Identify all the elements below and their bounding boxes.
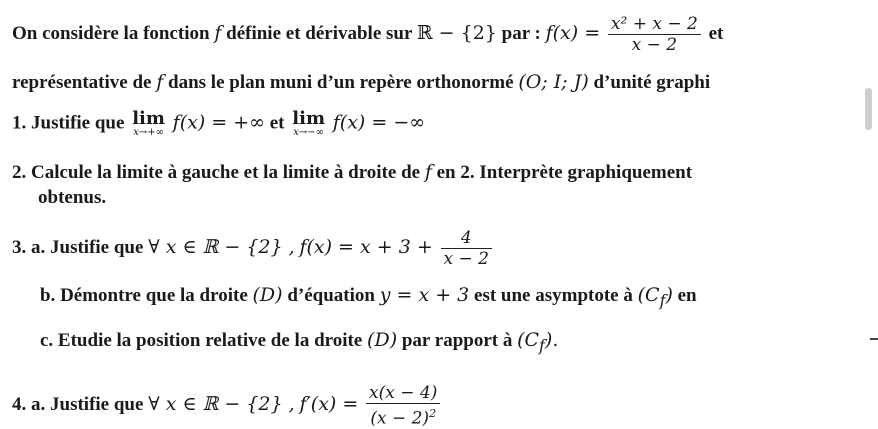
q2-text-b: en 2. Interprète graphiquement xyxy=(436,162,693,183)
function-name-2: f xyxy=(156,71,164,93)
q3b-tail: en xyxy=(677,285,697,306)
limit-minus-infinity: lim x→−∞ xyxy=(292,108,325,138)
q2-text-2: obtenus. xyxy=(38,187,107,208)
intro-line2-text3: d’unité graphi xyxy=(593,72,711,93)
q4a-text: 4. a. Justifie que xyxy=(12,394,144,416)
q3a-fraction xyxy=(441,228,492,269)
q3c-droite: (D) xyxy=(367,329,398,351)
intro-line-1 xyxy=(12,14,723,55)
domain-set: ℝ − {2} xyxy=(416,21,497,44)
q3c-text: c. Etudie la position relative de la droite xyxy=(40,330,363,351)
intro-text-2: définie et dérivable sur xyxy=(226,22,413,44)
q4a-denominator: $(x - 2)^2$ xyxy=(366,403,440,429)
question-2-cont xyxy=(38,186,106,210)
intro-tail: et xyxy=(708,22,724,44)
question-3c xyxy=(40,328,558,358)
limit-plus-infinity: lim x→+∞ xyxy=(132,108,165,138)
function-name: f xyxy=(214,21,222,44)
q3a-text: 3. a. Justifie que xyxy=(12,236,144,258)
intro-par: par : xyxy=(501,22,541,44)
question-4a xyxy=(12,383,443,429)
q3a-condition: ∀ x ∈ ℝ − {2} , xyxy=(148,235,295,258)
limit-sub-minus: x→−∞ xyxy=(293,127,324,138)
q2-text: 2. Calcule la limite à gauche et la limite à droite de xyxy=(12,162,421,183)
q3b-droite: (D) xyxy=(252,284,283,306)
q4a-condition: ∀ x ∈ ℝ − {2} , xyxy=(148,393,295,416)
q1-expr-2: f(x) = −∞ xyxy=(332,111,426,134)
q1-expr-1: f(x) = +∞ xyxy=(172,111,265,134)
edge-dash xyxy=(870,338,878,340)
intro-line2-text2: dans le plan muni d’un repère orthonormé xyxy=(168,72,514,93)
q4a-expression: f′(x) = xyxy=(299,393,359,416)
q3b-equation: y = x + 3 xyxy=(379,284,470,306)
intro-line-2 xyxy=(12,70,710,95)
limit-sub-plus: x→+∞ xyxy=(133,127,164,138)
intro-line2-text: représentative de xyxy=(12,72,152,93)
function-lhs: f(x) = xyxy=(545,21,601,44)
q3b-text-2: d’équation xyxy=(287,285,375,306)
q3a-numerator: 4 xyxy=(460,228,472,248)
function-fraction xyxy=(608,14,701,55)
q1-text: 1. Justifie que xyxy=(12,112,125,134)
fraction-denominator: x − 2 xyxy=(608,34,701,55)
fraction-numerator: x² + x − 2 xyxy=(610,14,698,34)
question-1 xyxy=(12,110,425,138)
q4a-numerator: x(x − 4) xyxy=(369,383,438,403)
q2-function: f xyxy=(424,161,432,183)
q4a-fraction xyxy=(366,383,440,429)
question-3a xyxy=(12,228,495,269)
q3b-text: b. Démontre que la droite xyxy=(40,285,248,306)
q3c-curve: $(C_f)$. xyxy=(517,329,559,355)
question-3b xyxy=(40,283,697,313)
q3b-text-3: est une asymptote à xyxy=(474,285,633,306)
question-2 xyxy=(12,160,692,185)
q3b-curve: $(C_f)$ xyxy=(637,284,673,310)
q3c-text-2: par rapport à xyxy=(401,330,513,351)
repere-notation: (O; I; J) xyxy=(518,71,589,93)
q3a-denominator: x − 2 xyxy=(441,248,492,269)
q1-et: et xyxy=(269,112,285,134)
scrollbar-thumb[interactable] xyxy=(865,88,872,130)
intro-text: On considère la fonction xyxy=(12,22,210,44)
q3a-expression: f(x) = x + 3 + xyxy=(299,235,433,258)
